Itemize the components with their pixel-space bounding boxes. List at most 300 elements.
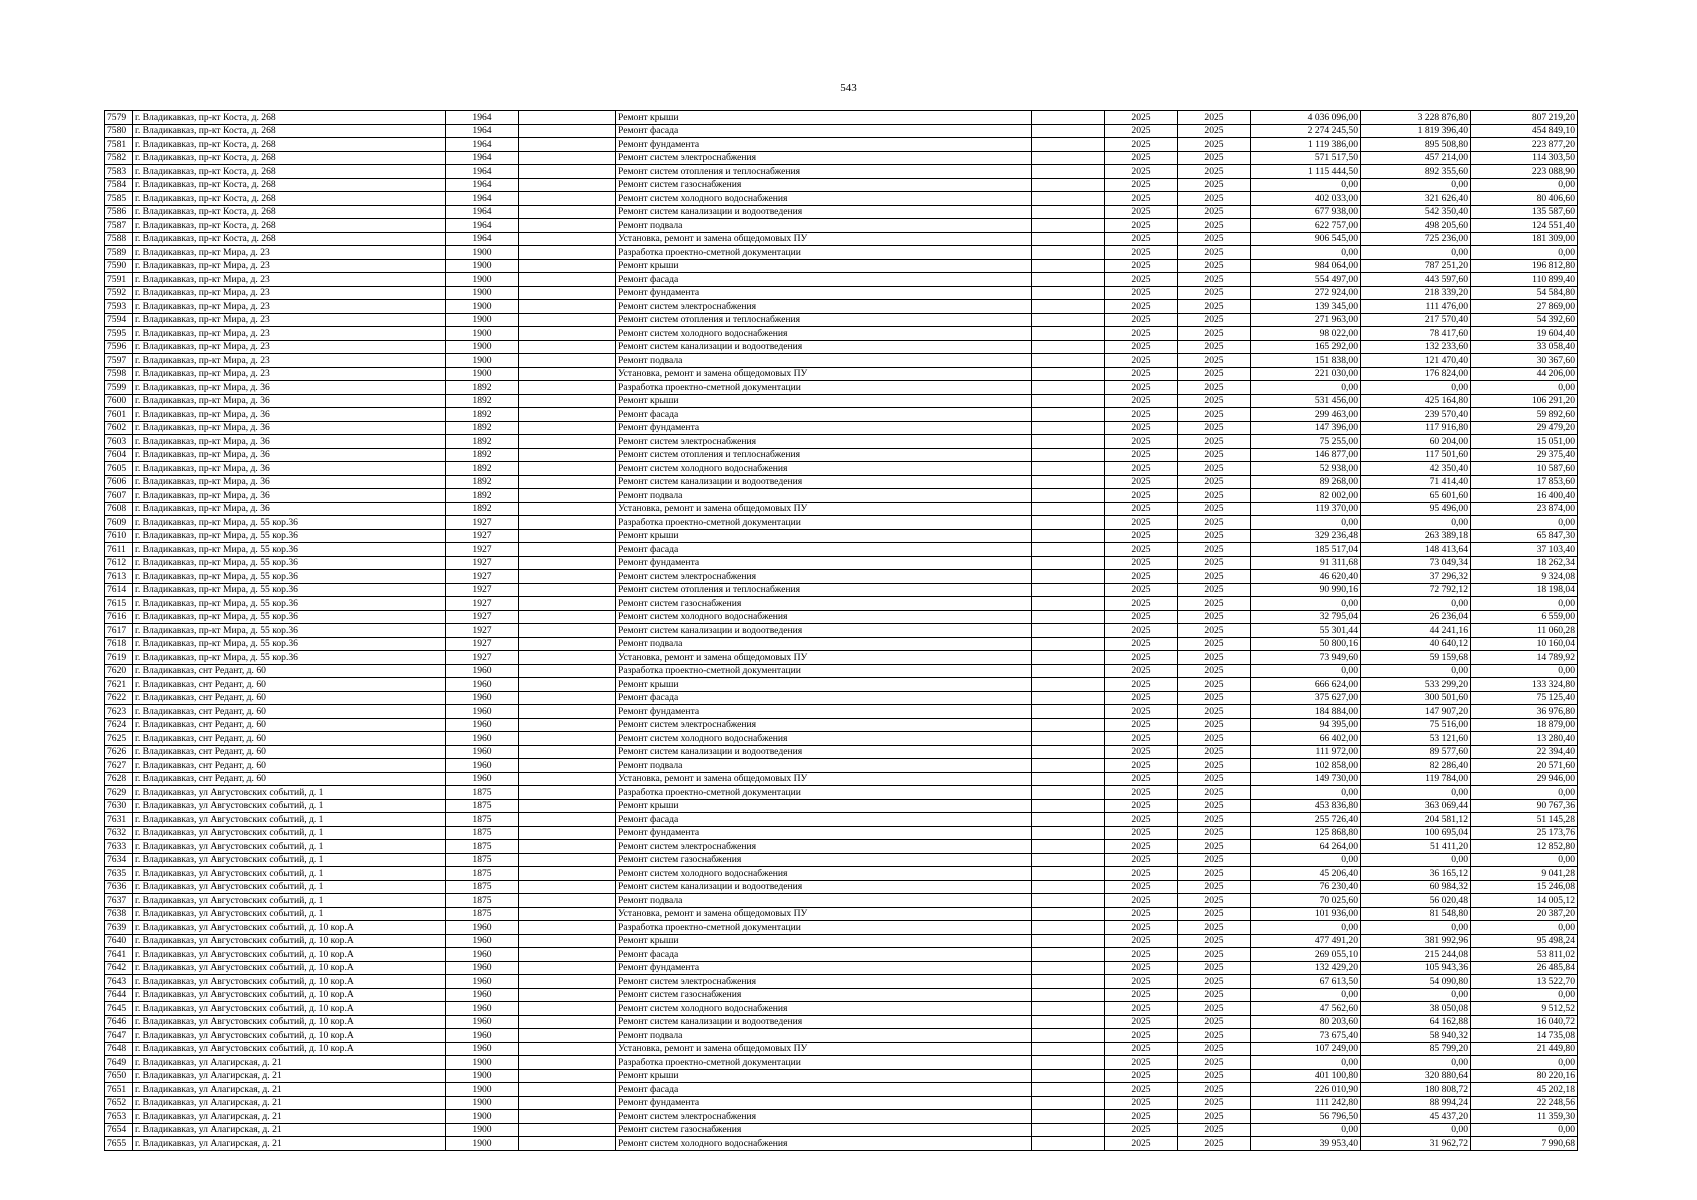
end-year-cell: 2025: [1178, 664, 1251, 678]
end-year-cell: 2025: [1178, 394, 1251, 408]
work-type-cell: Установка, ремонт и замена общедомовых ПУ: [616, 1042, 1032, 1056]
end-year-cell: 2025: [1178, 1096, 1251, 1110]
owner-cost-cell: 22 394,40: [1471, 745, 1578, 759]
empty-cell: [519, 165, 616, 179]
work-type-cell: Ремонт фундамента: [616, 421, 1032, 435]
start-year-cell: 2025: [1105, 826, 1178, 840]
address-cell: г. Владикавказ, пр-кт Мира, д. 23: [133, 273, 446, 287]
year-built-cell: 1875: [446, 894, 519, 908]
total-cost-cell: 2 274 245,50: [1251, 124, 1361, 138]
end-year-cell: 2025: [1178, 313, 1251, 327]
empty-cell: [1032, 799, 1105, 813]
total-cost-cell: 75 255,00: [1251, 435, 1361, 449]
row-number: 7638: [105, 907, 133, 921]
empty-cell: [519, 556, 616, 570]
empty-cell: [519, 192, 616, 206]
work-type-cell: Ремонт фасада: [616, 543, 1032, 557]
table-row: [105, 367, 1578, 381]
total-cost-cell: 453 836,80: [1251, 799, 1361, 813]
year-built-cell: 1960: [446, 1015, 519, 1029]
row-number: 7590: [105, 259, 133, 273]
work-type-cell: Установка, ремонт и замена общедомовых ПУ: [616, 907, 1032, 921]
empty-cell: [1032, 1002, 1105, 1016]
total-cost-cell: 402 033,00: [1251, 192, 1361, 206]
end-year-cell: 2025: [1178, 880, 1251, 894]
row-number: 7603: [105, 435, 133, 449]
end-year-cell: 2025: [1178, 354, 1251, 368]
owner-cost-cell: 21 449,80: [1471, 1042, 1578, 1056]
address-cell: г. Владикавказ, пр-кт Мира, д. 36: [133, 381, 446, 395]
table-row: [105, 543, 1578, 557]
start-year-cell: 2025: [1105, 327, 1178, 341]
address-cell: г. Владикавказ, ул Алагирская, д. 21: [133, 1137, 446, 1151]
address-cell: г. Владикавказ, пр-кт Мира, д. 55 кор.36: [133, 543, 446, 557]
total-cost-cell: 271 963,00: [1251, 313, 1361, 327]
table-row: [105, 489, 1578, 503]
capital-repair-table: [104, 110, 1578, 1151]
empty-cell: [519, 597, 616, 611]
start-year-cell: 2025: [1105, 988, 1178, 1002]
work-type-cell: Ремонт фасада: [616, 948, 1032, 962]
start-year-cell: 2025: [1105, 1002, 1178, 1016]
year-built-cell: 1892: [446, 435, 519, 449]
start-year-cell: 2025: [1105, 138, 1178, 152]
total-cost-cell: 622 757,00: [1251, 219, 1361, 233]
year-built-cell: 1960: [446, 975, 519, 989]
table-row: [105, 435, 1578, 449]
empty-cell: [1032, 543, 1105, 557]
total-cost-cell: 147 396,00: [1251, 421, 1361, 435]
empty-cell: [1032, 259, 1105, 273]
work-type-cell: Разработка проектно-сметной документации: [616, 786, 1032, 800]
total-cost-cell: 94 395,00: [1251, 718, 1361, 732]
year-built-cell: 1964: [446, 124, 519, 138]
empty-cell: [1032, 867, 1105, 881]
year-built-cell: 1927: [446, 543, 519, 557]
work-type-cell: Установка, ремонт и замена общедомовых ПУ: [616, 232, 1032, 246]
empty-cell: [1032, 597, 1105, 611]
empty-cell: [1032, 705, 1105, 719]
total-cost-cell: 0,00: [1251, 381, 1361, 395]
row-number: 7595: [105, 327, 133, 341]
empty-cell: [519, 300, 616, 314]
start-year-cell: 2025: [1105, 367, 1178, 381]
page-number: 543: [840, 82, 857, 94]
table-row: [105, 286, 1578, 300]
table-row: [105, 826, 1578, 840]
owner-cost-cell: 18 879,00: [1471, 718, 1578, 732]
table-row: [105, 138, 1578, 152]
empty-cell: [1032, 1083, 1105, 1097]
year-built-cell: 1960: [446, 961, 519, 975]
empty-cell: [519, 124, 616, 138]
fund-cost-cell: 37 296,32: [1361, 570, 1471, 584]
year-built-cell: 1892: [446, 502, 519, 516]
year-built-cell: 1892: [446, 448, 519, 462]
work-type-cell: Разработка проектно-сметной документации: [616, 246, 1032, 260]
work-type-cell: Ремонт систем электроснабжения: [616, 570, 1032, 584]
empty-cell: [1032, 786, 1105, 800]
start-year-cell: 2025: [1105, 718, 1178, 732]
fund-cost-cell: 147 907,20: [1361, 705, 1471, 719]
year-built-cell: 1900: [446, 1096, 519, 1110]
owner-cost-cell: 9 512,52: [1471, 1002, 1578, 1016]
fund-cost-cell: 132 233,60: [1361, 340, 1471, 354]
empty-cell: [519, 826, 616, 840]
empty-cell: [519, 232, 616, 246]
table-row: [105, 300, 1578, 314]
fund-cost-cell: 40 640,12: [1361, 637, 1471, 651]
end-year-cell: 2025: [1178, 1056, 1251, 1070]
row-number: 7621: [105, 678, 133, 692]
address-cell: г. Владикавказ, пр-кт Мира, д. 23: [133, 340, 446, 354]
end-year-cell: 2025: [1178, 583, 1251, 597]
work-type-cell: Ремонт крыши: [616, 678, 1032, 692]
fund-cost-cell: 263 389,18: [1361, 529, 1471, 543]
start-year-cell: 2025: [1105, 192, 1178, 206]
owner-cost-cell: 16 040,72: [1471, 1015, 1578, 1029]
empty-cell: [519, 840, 616, 854]
total-cost-cell: 906 545,00: [1251, 232, 1361, 246]
owner-cost-cell: 11 060,28: [1471, 624, 1578, 638]
fund-cost-cell: 542 350,40: [1361, 205, 1471, 219]
fund-cost-cell: 117 501,60: [1361, 448, 1471, 462]
empty-cell: [519, 786, 616, 800]
address-cell: г. Владикавказ, пр-кт Мира, д. 36: [133, 408, 446, 422]
table-row: [105, 354, 1578, 368]
year-built-cell: 1900: [446, 1110, 519, 1124]
empty-cell: [519, 151, 616, 165]
end-year-cell: 2025: [1178, 475, 1251, 489]
work-type-cell: Ремонт подвала: [616, 354, 1032, 368]
fund-cost-cell: 78 417,60: [1361, 327, 1471, 341]
empty-cell: [519, 651, 616, 665]
empty-cell: [1032, 840, 1105, 854]
owner-cost-cell: 18 262,34: [1471, 556, 1578, 570]
empty-cell: [519, 1096, 616, 1110]
fund-cost-cell: 60 204,00: [1361, 435, 1471, 449]
table-row: [105, 921, 1578, 935]
empty-cell: [1032, 678, 1105, 692]
end-year-cell: 2025: [1178, 502, 1251, 516]
owner-cost-cell: 51 145,28: [1471, 813, 1578, 827]
owner-cost-cell: 124 551,40: [1471, 219, 1578, 233]
total-cost-cell: 132 429,20: [1251, 961, 1361, 975]
start-year-cell: 2025: [1105, 691, 1178, 705]
year-built-cell: 1964: [446, 232, 519, 246]
owner-cost-cell: 0,00: [1471, 664, 1578, 678]
empty-cell: [1032, 489, 1105, 503]
work-type-cell: Ремонт подвала: [616, 894, 1032, 908]
start-year-cell: 2025: [1105, 246, 1178, 260]
owner-cost-cell: 7 990,68: [1471, 1137, 1578, 1151]
start-year-cell: 2025: [1105, 840, 1178, 854]
owner-cost-cell: 75 125,40: [1471, 691, 1578, 705]
owner-cost-cell: 15 051,00: [1471, 435, 1578, 449]
start-year-cell: 2025: [1105, 529, 1178, 543]
work-type-cell: Ремонт фундамента: [616, 961, 1032, 975]
empty-cell: [519, 178, 616, 192]
empty-cell: [1032, 1042, 1105, 1056]
empty-cell: [1032, 664, 1105, 678]
empty-cell: [1032, 921, 1105, 935]
address-cell: г. Владикавказ, ул Августовских событий, д. 1: [133, 826, 446, 840]
start-year-cell: 2025: [1105, 408, 1178, 422]
empty-cell: [1032, 961, 1105, 975]
end-year-cell: 2025: [1178, 1083, 1251, 1097]
fund-cost-cell: 42 350,40: [1361, 462, 1471, 476]
fund-cost-cell: 64 162,88: [1361, 1015, 1471, 1029]
work-type-cell: Разработка проектно-сметной документации: [616, 381, 1032, 395]
empty-cell: [519, 313, 616, 327]
empty-cell: [1032, 475, 1105, 489]
empty-cell: [519, 664, 616, 678]
row-number: 7604: [105, 448, 133, 462]
work-type-cell: Ремонт систем электроснабжения: [616, 718, 1032, 732]
end-year-cell: 2025: [1178, 367, 1251, 381]
work-type-cell: Ремонт систем газоснабжения: [616, 853, 1032, 867]
row-number: 7652: [105, 1096, 133, 1110]
empty-cell: [519, 799, 616, 813]
total-cost-cell: 226 010,90: [1251, 1083, 1361, 1097]
fund-cost-cell: 239 570,40: [1361, 408, 1471, 422]
row-number: 7586: [105, 205, 133, 219]
empty-cell: [519, 1029, 616, 1043]
empty-cell: [1032, 745, 1105, 759]
work-type-cell: Ремонт фасада: [616, 691, 1032, 705]
address-cell: г. Владикавказ, снт Редант, д. 60: [133, 772, 446, 786]
empty-cell: [519, 610, 616, 624]
empty-cell: [1032, 367, 1105, 381]
table-row: [105, 988, 1578, 1002]
empty-cell: [519, 489, 616, 503]
table-row: [105, 1083, 1578, 1097]
table-row: [105, 907, 1578, 921]
year-built-cell: 1900: [446, 246, 519, 260]
empty-cell: [519, 880, 616, 894]
end-year-cell: 2025: [1178, 651, 1251, 665]
year-built-cell: 1892: [446, 462, 519, 476]
end-year-cell: 2025: [1178, 948, 1251, 962]
work-type-cell: Ремонт фасада: [616, 273, 1032, 287]
start-year-cell: 2025: [1105, 462, 1178, 476]
end-year-cell: 2025: [1178, 799, 1251, 813]
table-row: [105, 219, 1578, 233]
empty-cell: [519, 745, 616, 759]
row-number: 7643: [105, 975, 133, 989]
year-built-cell: 1892: [446, 421, 519, 435]
owner-cost-cell: 14 789,92: [1471, 651, 1578, 665]
owner-cost-cell: 0,00: [1471, 516, 1578, 530]
start-year-cell: 2025: [1105, 664, 1178, 678]
year-built-cell: 1927: [446, 556, 519, 570]
start-year-cell: 2025: [1105, 475, 1178, 489]
start-year-cell: 2025: [1105, 745, 1178, 759]
end-year-cell: 2025: [1178, 1029, 1251, 1043]
table-row: [105, 111, 1578, 125]
end-year-cell: 2025: [1178, 1137, 1251, 1151]
start-year-cell: 2025: [1105, 381, 1178, 395]
owner-cost-cell: 0,00: [1471, 246, 1578, 260]
end-year-cell: 2025: [1178, 1110, 1251, 1124]
empty-cell: [1032, 462, 1105, 476]
total-cost-cell: 151 838,00: [1251, 354, 1361, 368]
fund-cost-cell: 105 943,36: [1361, 961, 1471, 975]
work-type-cell: Ремонт систем газоснабжения: [616, 988, 1032, 1002]
table-row: [105, 192, 1578, 206]
table-row: [105, 1056, 1578, 1070]
work-type-cell: Ремонт фундамента: [616, 1096, 1032, 1110]
year-built-cell: 1900: [446, 354, 519, 368]
owner-cost-cell: 15 246,08: [1471, 880, 1578, 894]
row-number: 7609: [105, 516, 133, 530]
start-year-cell: 2025: [1105, 1029, 1178, 1043]
table-row: [105, 394, 1578, 408]
total-cost-cell: 0,00: [1251, 178, 1361, 192]
row-number: 7625: [105, 732, 133, 746]
work-type-cell: Разработка проектно-сметной документации: [616, 921, 1032, 935]
row-number: 7616: [105, 610, 133, 624]
owner-cost-cell: 133 324,80: [1471, 678, 1578, 692]
row-number: 7584: [105, 178, 133, 192]
table-row: [105, 448, 1578, 462]
total-cost-cell: 46 620,40: [1251, 570, 1361, 584]
total-cost-cell: 375 627,00: [1251, 691, 1361, 705]
row-number: 7631: [105, 813, 133, 827]
address-cell: г. Владикавказ, снт Редант, д. 60: [133, 664, 446, 678]
empty-cell: [519, 1110, 616, 1124]
table-row: [105, 705, 1578, 719]
year-built-cell: 1927: [446, 597, 519, 611]
address-cell: г. Владикавказ, пр-кт Коста, д. 268: [133, 138, 446, 152]
owner-cost-cell: 14 735,08: [1471, 1029, 1578, 1043]
fund-cost-cell: 381 992,96: [1361, 934, 1471, 948]
fund-cost-cell: 0,00: [1361, 1056, 1471, 1070]
start-year-cell: 2025: [1105, 894, 1178, 908]
fund-cost-cell: 457 214,00: [1361, 151, 1471, 165]
total-cost-cell: 666 624,00: [1251, 678, 1361, 692]
owner-cost-cell: 54 392,60: [1471, 313, 1578, 327]
row-number: 7592: [105, 286, 133, 300]
empty-cell: [519, 867, 616, 881]
fund-cost-cell: 204 581,12: [1361, 813, 1471, 827]
table-row: [105, 1069, 1578, 1083]
work-type-cell: Ремонт фасада: [616, 408, 1032, 422]
work-type-cell: Ремонт фасада: [616, 813, 1032, 827]
start-year-cell: 2025: [1105, 772, 1178, 786]
table-row: [105, 529, 1578, 543]
fund-cost-cell: 218 339,20: [1361, 286, 1471, 300]
start-year-cell: 2025: [1105, 799, 1178, 813]
owner-cost-cell: 9 324,08: [1471, 570, 1578, 584]
start-year-cell: 2025: [1105, 219, 1178, 233]
year-built-cell: 1900: [446, 300, 519, 314]
empty-cell: [519, 1137, 616, 1151]
address-cell: г. Владикавказ, ул Алагирская, д. 21: [133, 1069, 446, 1083]
owner-cost-cell: 9 041,28: [1471, 867, 1578, 881]
start-year-cell: 2025: [1105, 1056, 1178, 1070]
address-cell: г. Владикавказ, снт Редант, д. 60: [133, 678, 446, 692]
end-year-cell: 2025: [1178, 178, 1251, 192]
end-year-cell: 2025: [1178, 813, 1251, 827]
empty-cell: [1032, 853, 1105, 867]
address-cell: г. Владикавказ, пр-кт Мира, д. 55 кор.36: [133, 529, 446, 543]
total-cost-cell: 0,00: [1251, 516, 1361, 530]
total-cost-cell: 255 726,40: [1251, 813, 1361, 827]
year-built-cell: 1900: [446, 1123, 519, 1137]
empty-cell: [519, 327, 616, 341]
row-number: 7596: [105, 340, 133, 354]
fund-cost-cell: 443 597,60: [1361, 273, 1471, 287]
address-cell: г. Владикавказ, ул Августовских событий, д. 10 кор.А: [133, 988, 446, 1002]
owner-cost-cell: 0,00: [1471, 921, 1578, 935]
row-number: 7622: [105, 691, 133, 705]
end-year-cell: 2025: [1178, 934, 1251, 948]
end-year-cell: 2025: [1178, 826, 1251, 840]
total-cost-cell: 984 064,00: [1251, 259, 1361, 273]
end-year-cell: 2025: [1178, 300, 1251, 314]
fund-cost-cell: 0,00: [1361, 988, 1471, 1002]
start-year-cell: 2025: [1105, 759, 1178, 773]
fund-cost-cell: 0,00: [1361, 786, 1471, 800]
fund-cost-cell: 180 808,72: [1361, 1083, 1471, 1097]
empty-cell: [1032, 394, 1105, 408]
fund-cost-cell: 725 236,00: [1361, 232, 1471, 246]
table-body: [105, 111, 1578, 1151]
empty-cell: [1032, 340, 1105, 354]
address-cell: г. Владикавказ, снт Редант, д. 60: [133, 745, 446, 759]
owner-cost-cell: 30 367,60: [1471, 354, 1578, 368]
address-cell: г. Владикавказ, снт Редант, д. 60: [133, 732, 446, 746]
work-type-cell: Ремонт систем отопления и теплоснабжения: [616, 165, 1032, 179]
work-type-cell: Разработка проектно-сметной документации: [616, 1056, 1032, 1070]
table-row: [105, 975, 1578, 989]
table-row: [105, 381, 1578, 395]
total-cost-cell: 111 242,80: [1251, 1096, 1361, 1110]
row-number: 7649: [105, 1056, 133, 1070]
table-row: [105, 165, 1578, 179]
row-number: 7579: [105, 111, 133, 125]
empty-cell: [519, 961, 616, 975]
address-cell: г. Владикавказ, ул Августовских событий, д. 10 кор.А: [133, 1002, 446, 1016]
table-row: [105, 1096, 1578, 1110]
work-type-cell: Ремонт крыши: [616, 934, 1032, 948]
start-year-cell: 2025: [1105, 813, 1178, 827]
address-cell: г. Владикавказ, пр-кт Мира, д. 23: [133, 300, 446, 314]
row-number: 7650: [105, 1069, 133, 1083]
empty-cell: [519, 367, 616, 381]
work-type-cell: Ремонт систем канализации и водоотведения: [616, 475, 1032, 489]
table-row: [105, 1042, 1578, 1056]
year-built-cell: 1964: [446, 151, 519, 165]
empty-cell: [519, 894, 616, 908]
empty-cell: [519, 705, 616, 719]
total-cost-cell: 119 370,00: [1251, 502, 1361, 516]
empty-cell: [519, 435, 616, 449]
empty-cell: [1032, 975, 1105, 989]
table-row: [105, 840, 1578, 854]
table-row: [105, 151, 1578, 165]
owner-cost-cell: 44 206,00: [1471, 367, 1578, 381]
address-cell: г. Владикавказ, пр-кт Коста, д. 268: [133, 165, 446, 179]
table-row: [105, 637, 1578, 651]
year-built-cell: 1964: [446, 178, 519, 192]
owner-cost-cell: 223 877,20: [1471, 138, 1578, 152]
work-type-cell: Ремонт систем отопления и теплоснабжения: [616, 313, 1032, 327]
start-year-cell: 2025: [1105, 205, 1178, 219]
row-number: 7614: [105, 583, 133, 597]
fund-cost-cell: 0,00: [1361, 597, 1471, 611]
